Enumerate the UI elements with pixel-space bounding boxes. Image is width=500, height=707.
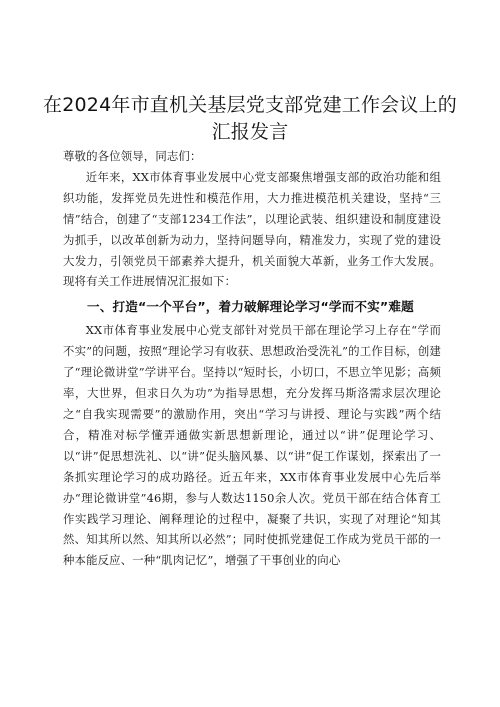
section-paragraph: XX市体育事业发展中心党支部针对党员干部在理论学习上存在“学而不实”的问题，按照“理论学习有收获、思想政治受洗礼”的工作目标，创建了“理论微讲堂”学讲平台。坚持以“短时长，小切口，不思立竿见影；高频率，大世界，但求日久为功”为指导思想，充分发挥马斯洛需求层次理论之“自我实现需要”的激励作用，突出“学习与讲授、理论与实践”两个结合，精准对标学懂弄通做实新思想新理论，通过以“讲”促理论学习、以“讲”促思想洗礼、以“讲”促头脑风暴、以“讲”促工作谋划，探索出了一条抓实理论学习的成功路径。近五年来，XX市体育事业发展中心先后举办“理论微讲堂”46期，参与人数达1150余人次。党员干部在结合体育工作实践学习理论、阐释理论的过程中，凝聚了共识，实现了对理论“知其然、知其所以然、知其所以必然”；同时使抓党建促工作成为党员干部的一种本能反应、一种“肌肉记忆”，增强了干事创业的向心 xyxy=(63,323,441,568)
intro-paragraph: 近年来，XX市体育事业发展中心党支部聚焦增强支部的政治功能和组织功能，发挥党员先进性和模范作用，大力推进模范机关建设，坚持“三情”结合，创建了“支部1234工作法”，以理论武装、组织建设和制度建设为抓手，以改革创新为动力，坚持问题导向，精准发力，实现了党的建设大发力，引领党员干部素养大提升，机关面貌大革新，业务工作大发展。现将有关工作进展情况汇报如下： xyxy=(63,169,441,289)
document-body xyxy=(63,146,441,571)
section-heading: 一、打造“一个平台”，着力破解理论学习“学而不实”难题 xyxy=(87,299,414,315)
salutation: 尊敬的各位领导，同志们： xyxy=(63,149,202,163)
document-title: 在2024年市直机关基层党支部党建工作会议上的汇报发言 xyxy=(43,94,457,143)
